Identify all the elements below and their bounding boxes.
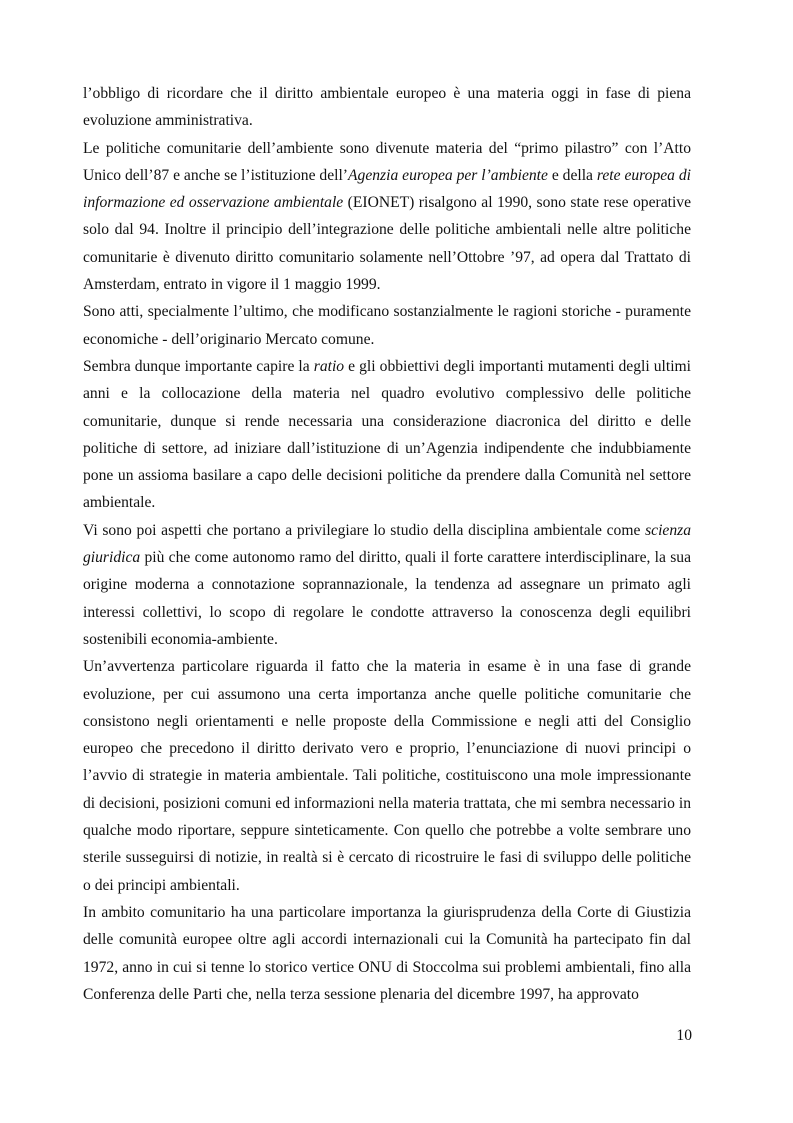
paragraph-2	[83, 135, 691, 299]
paragraph-1	[83, 80, 691, 135]
paragraph-text: In ambito comunitario ha una particolare importanza la giurisprudenza della Corte di Giustizia delle comunità europee oltre agli accordi internazionali cui la Comunità ha partecipato fin dal 1972, anno in cui si tenne lo storico vertice ONU di Stoccolma sui problemi ambientali, fino alla Conferenza delle Parti che, nella terza sessione plenaria del dicembre 1997, ha approvato	[83, 903, 691, 1003]
paragraph-4	[83, 353, 691, 517]
paragraph-text: (EIONET) risalgono al 1990, sono state rese operative solo dal 94. Inoltre il principio dell’integrazione delle politiche ambientali nelle altre politiche comunitarie è divenuto diritto comunitario solamente nell’Ottobre ’97, ad opera dal Trattato di Amsterdam, entrato in vigore il 1 maggio 1999.	[83, 194, 692, 294]
italic-term-scienza-giuridica: scienza giuridica	[83, 521, 691, 567]
italic-term-agenzia-europea: Agenzia europea per l’ambiente	[348, 166, 548, 184]
page-number: 10	[676, 1027, 692, 1044]
paragraph-5	[83, 517, 691, 653]
paragraph-text: più che come autonomo ramo del diritto, quali il forte carattere interdisciplinare, la sua origine moderna a connotazione soprannazionale, la tendenza ad assegnare un primato agli interessi collettivi, lo scopo di regolare le condotte attraverso la conoscenza degli equilibri sostenibili economia-ambiente.	[83, 549, 691, 648]
italic-term-ratio: ratio	[313, 357, 345, 375]
paragraph-text: Vi sono poi aspetti che portano a privilegiare lo studio della disciplina ambientale come	[83, 521, 646, 539]
paragraph-7	[83, 899, 691, 1008]
paragraph-text: Un’avvertenza particolare riguarda il fatto che la materia in esame è in una fase di grande evoluzione, per cui assumono una certa importanza anche quelle politiche comunitarie che consistono negli orientamenti e nelle proposte della Commissione e negli atti del Consiglio europeo che precedono il diritto derivato vero e proprio, l’enunciazione di nuovi principi o l’avvio di strategie in materia ambientale. Tali politiche, costituiscono una mole impressionante di decisioni, posizioni comuni ed informazioni nella materia trattata, che mi sembra necessario in qualche modo riportare, seppure sinteticamente. Con quello che potrebbe a volte sembrare uno sterile susseguirsi di notizie, in realtà si è cercato di ricostruire le fasi di sviluppo delle politiche o dei principi ambientali.	[83, 658, 691, 894]
paragraph-6	[83, 653, 691, 899]
paragraph-text: Sembra dunque importante capire la	[83, 357, 314, 375]
paragraph-text: e della	[547, 166, 597, 184]
paragraph-text: Le politiche comunitarie dell’ambiente sono divenute materia del “primo pilastro” con l’Atto Unico dell’87 e anche se l’istituzione dell’	[83, 139, 691, 184]
paragraph-text: e gli obbiettivi degli importanti mutamenti degli ultimi anni e la collocazione della materia nel quadro evolutivo complessivo delle politiche comunitarie, dunque si rende necessaria una considerazione diacronica del diritto e delle politiche di settore, ad iniziare dall’istituzione di un’Agenzia indipendente che indubbiamente pone un assioma basilare a capo delle decisioni politiche da prendere dalla Comunità nel settore ambientale.	[83, 357, 691, 512]
paragraph-3	[83, 298, 691, 353]
paragraph-text: Sono atti, specialmente l’ultimo, che modificano sostanzialmente le ragioni storiche - puramente economiche - dell’originario Mercato comune.	[83, 303, 691, 348]
italic-term-rete-europea: rete europea di informazione ed osservazione ambientale	[83, 166, 691, 212]
body-text	[83, 80, 691, 1008]
paragraph-text: l’obbligo di ricordare che il diritto ambientale europeo è una materia oggi in fase di piena evoluzione amministrativa.	[83, 85, 691, 130]
